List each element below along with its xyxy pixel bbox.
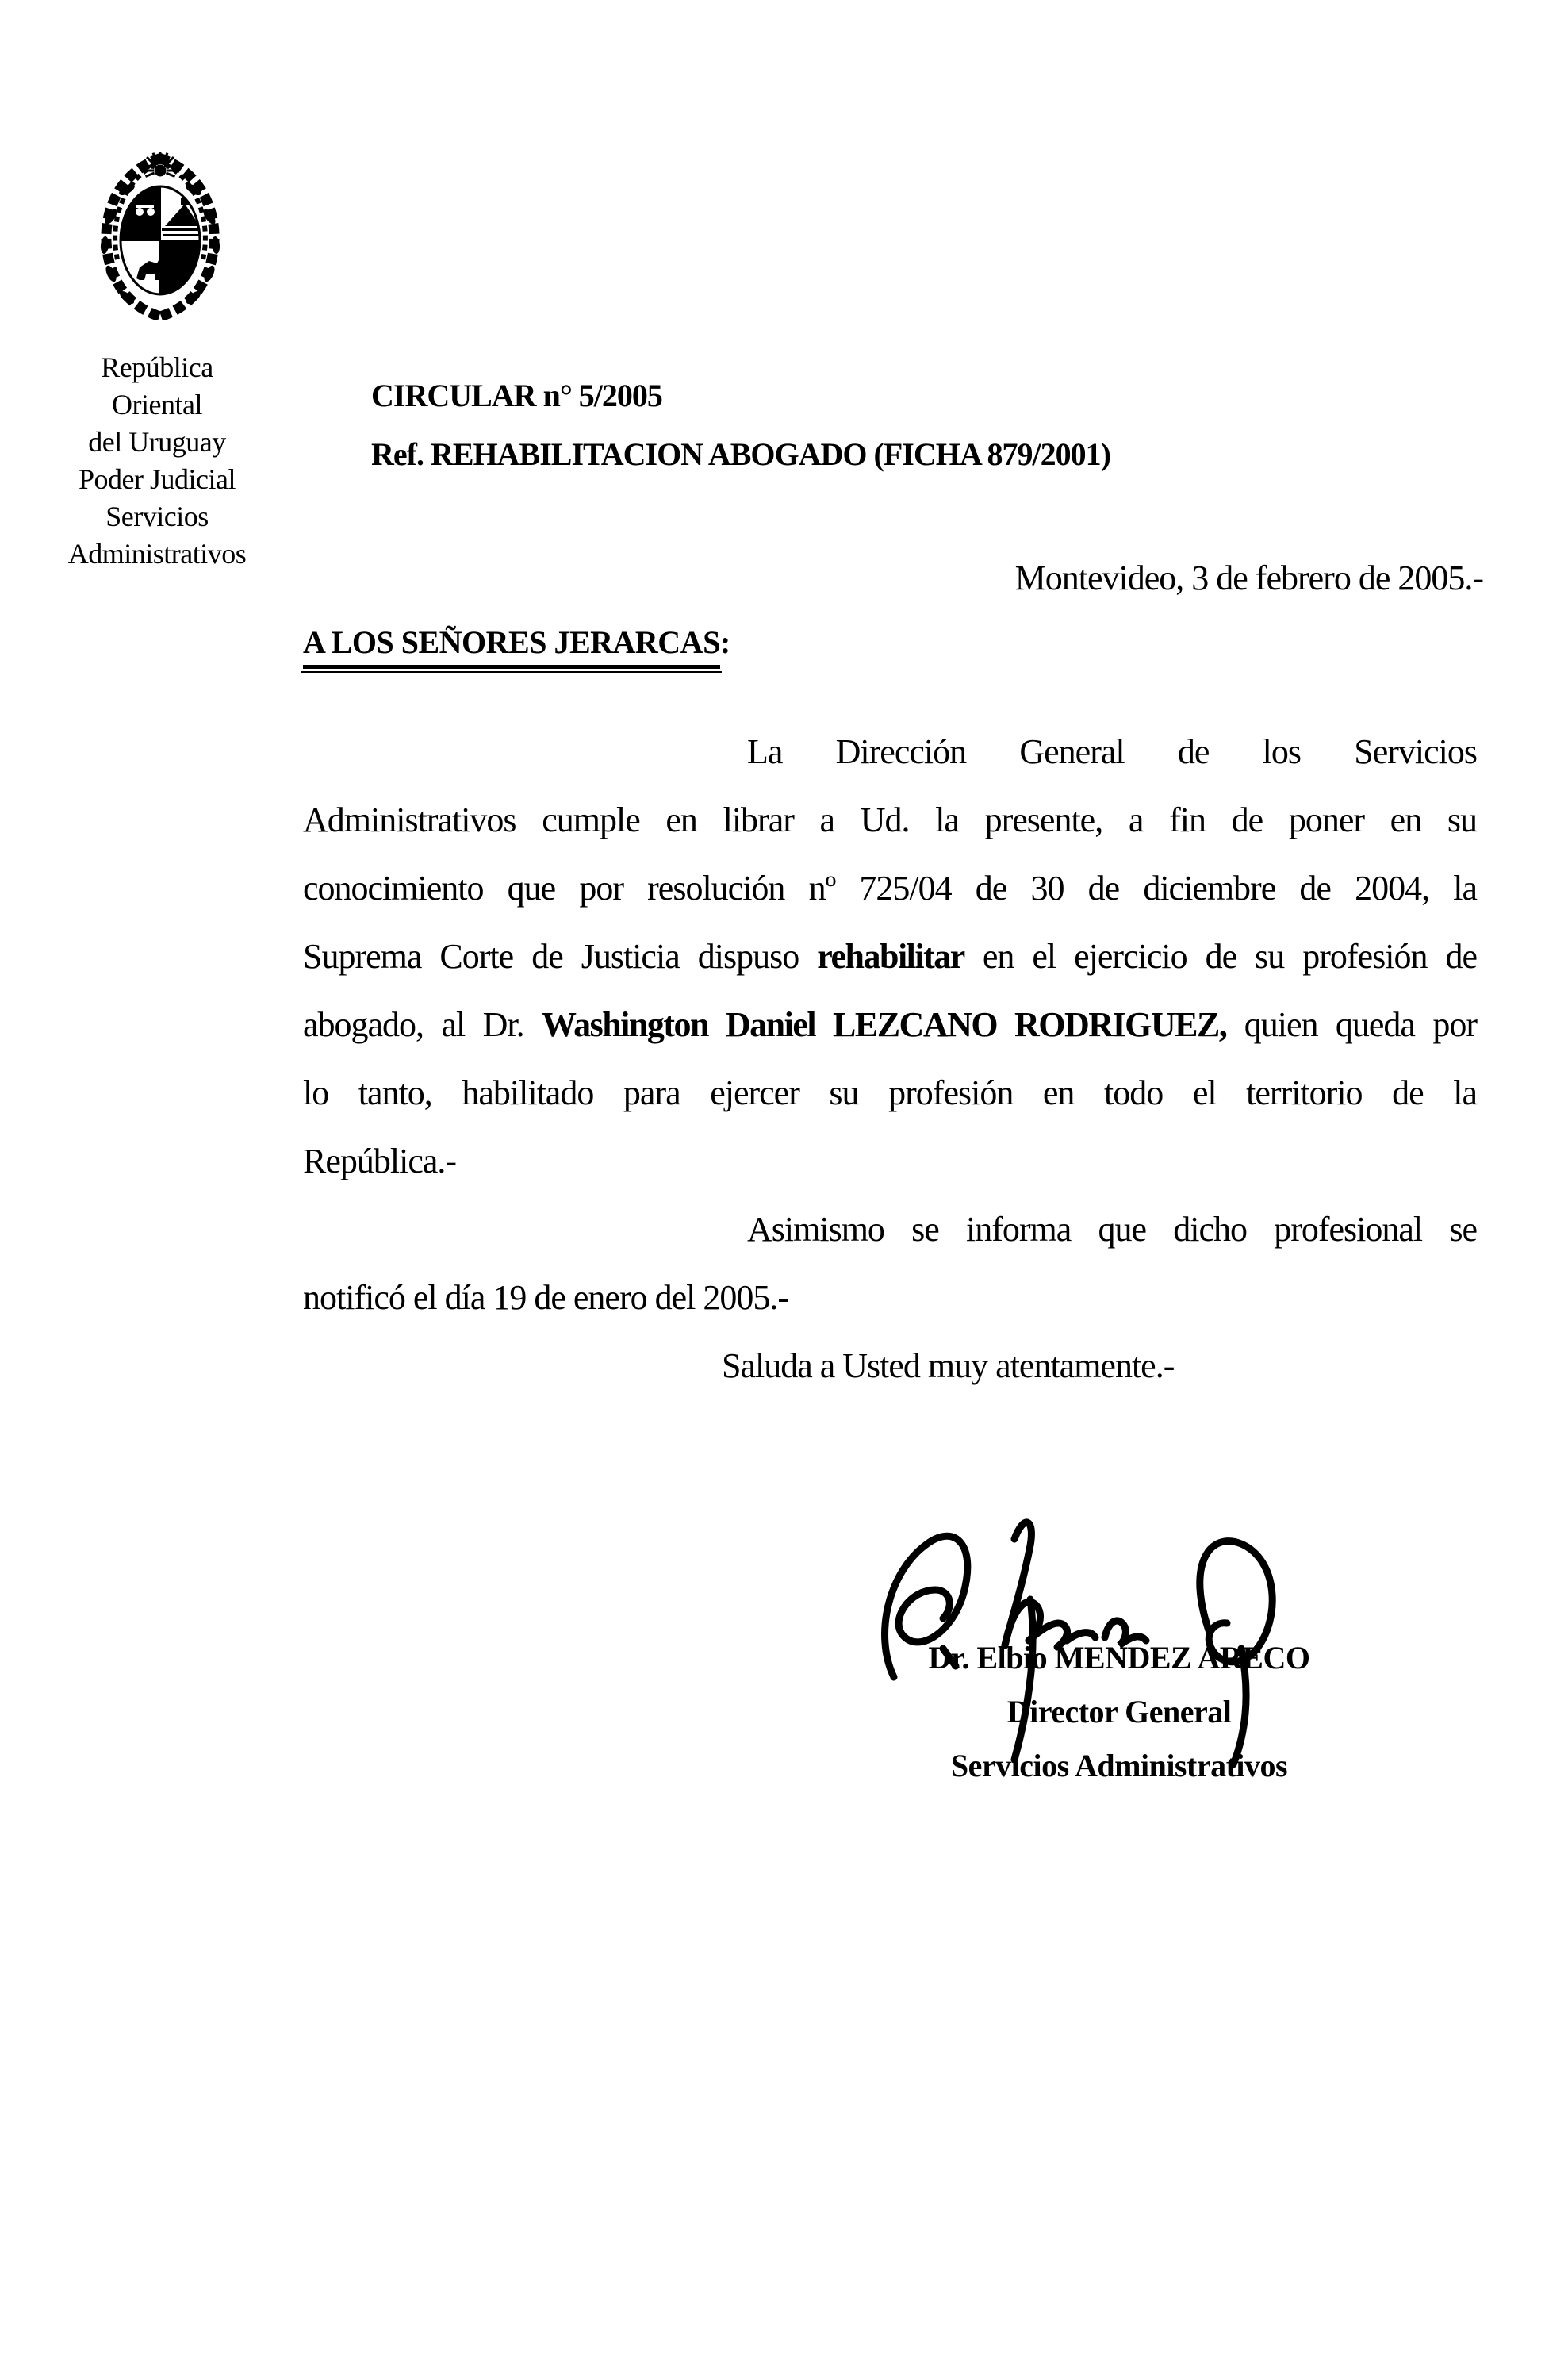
body-line: [303, 923, 1477, 991]
body-line: [303, 1264, 1477, 1332]
body-line: [303, 1196, 1477, 1264]
body-text: abogado, al Dr.: [303, 1005, 542, 1044]
letterhead: [22, 349, 292, 573]
letter-body: [303, 718, 1477, 1400]
salutation-underlined-text: A LOS SEÑORES JERARCAS: [303, 624, 720, 669]
salutation: [303, 624, 730, 669]
salutation-colon: :: [719, 624, 730, 660]
body-text: Asimismo se informa que dicho profesional se: [747, 1210, 1477, 1249]
signature-block: [876, 1631, 1362, 1793]
body-line: [303, 1059, 1477, 1127]
letterhead-line: Oriental: [112, 389, 202, 420]
dateline: Montevideo, 3 de febrero de 2005.-: [1014, 559, 1483, 597]
body-text: notificó el día 19 de enero del 2005.-: [303, 1278, 789, 1317]
body-text: República.-: [303, 1142, 457, 1180]
body-text: conocimiento que por resolución nº 725/04 de 30 de diciembre de 2004, la: [303, 869, 1477, 908]
letterhead-line: del Uruguay: [88, 426, 226, 458]
signer-name: Dr. Elbio MENDEZ ARECO: [928, 1640, 1310, 1676]
letterhead-line: República: [101, 351, 213, 383]
signer-title: Director General: [1006, 1694, 1232, 1729]
body-line: [303, 991, 1477, 1059]
body-line: [303, 718, 1477, 786]
circular-number-heading: CIRCULAR n° 5/2005: [371, 378, 662, 413]
body-line: [303, 854, 1477, 923]
closing-line: [303, 1332, 1477, 1400]
body-line: [303, 786, 1477, 854]
body-text-bold: Washington Daniel LEZCANO RODRIGUEZ,: [542, 1005, 1227, 1044]
body-text: Saluda a Usted muy atentamente.-: [722, 1346, 1175, 1385]
letterhead-line: Servicios: [105, 501, 209, 532]
body-text: quien queda por: [1226, 1005, 1478, 1044]
circular-reference-heading: Ref. REHABILITACION ABOGADO (FICHA 879/2001): [371, 436, 1110, 472]
body-line: [303, 1127, 1477, 1196]
body-text: en el ejercicio de su profesión de: [964, 937, 1478, 976]
letterhead-line: Administrativos: [67, 538, 247, 570]
letterhead-line: Poder Judicial: [79, 463, 236, 495]
signer-office: Servicios Administrativos: [950, 1748, 1288, 1783]
body-text: Suprema Corte de Justicia dispuso: [303, 937, 818, 976]
body-text: La Dirección General de los Servicios: [747, 732, 1477, 771]
uruguay-coat-of-arms-icon: [92, 144, 228, 320]
body-text-bold: rehabilitar: [817, 937, 964, 976]
body-text: Administrativos cumple en librar a Ud. la presente, a fin de poner en su: [303, 800, 1477, 839]
body-text: lo tanto, habilitado para ejercer su profesión en todo el territorio de la: [303, 1073, 1477, 1112]
